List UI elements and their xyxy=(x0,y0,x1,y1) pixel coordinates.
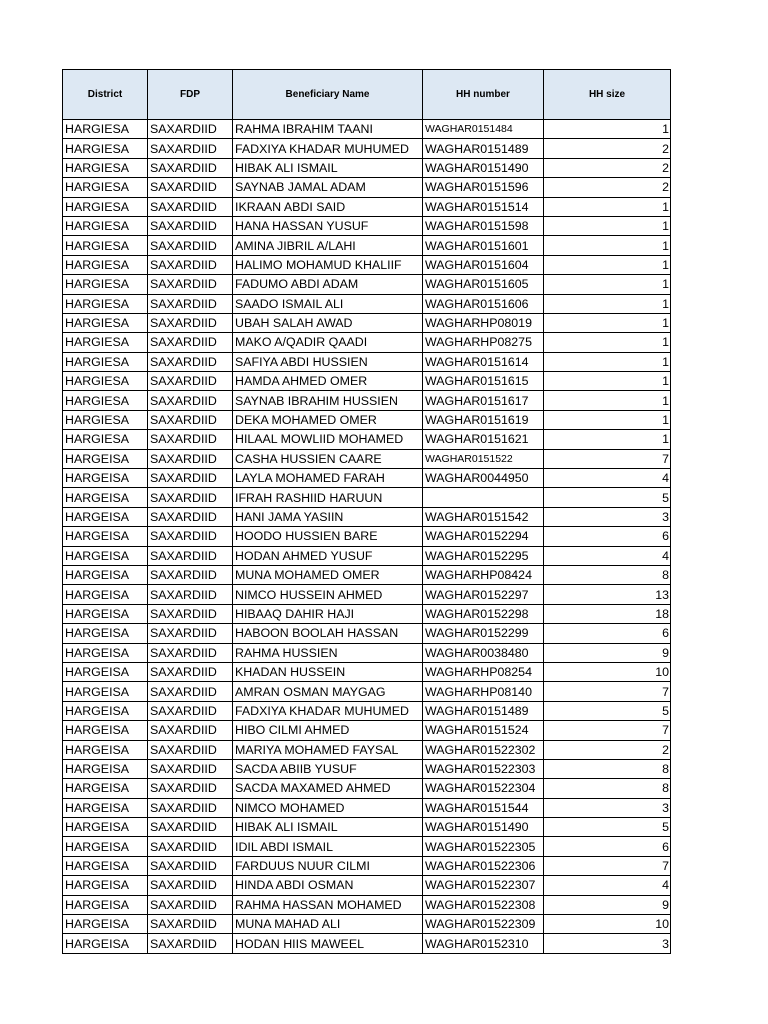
beneficiary-name-cell: HILAAL MOWLIID MOHAMED xyxy=(233,430,423,449)
hh-size-cell: 5 xyxy=(544,818,671,837)
hh-size-cell: 1 xyxy=(544,352,671,371)
district-cell: HARGIESA xyxy=(63,410,148,429)
fdp-cell: SAXARDIID xyxy=(148,934,233,953)
table-row xyxy=(63,449,671,468)
table-row xyxy=(63,624,671,643)
beneficiary-name-cell: HIBAAQ DAHIR HAJI xyxy=(233,604,423,623)
hh-number-cell: WAGHAR01522307 xyxy=(423,876,544,895)
fdp-cell: SAXARDIID xyxy=(148,372,233,391)
hh-size-cell: 18 xyxy=(544,604,671,623)
beneficiary-name-cell: HALIMO MOHAMUD KHALIIF xyxy=(233,255,423,274)
table-row xyxy=(63,236,671,255)
beneficiary-name-cell: RAHMA IBRAHIM TAANI xyxy=(233,120,423,139)
hh-size-cell: 7 xyxy=(544,856,671,875)
beneficiary-name-cell: FARDUUS NUUR CILMI xyxy=(233,856,423,875)
hh-number-cell: WAGHAR0151489 xyxy=(423,139,544,158)
fdp-cell: SAXARDIID xyxy=(148,410,233,429)
district-cell: HARGEISA xyxy=(63,798,148,817)
fdp-cell: SAXARDIID xyxy=(148,275,233,294)
hh-size-cell: 3 xyxy=(544,507,671,526)
hh-number-cell: WAGHAR0151601 xyxy=(423,236,544,255)
table-row xyxy=(63,759,671,778)
table-row xyxy=(63,313,671,332)
hh-number-cell: WAGHAR0151490 xyxy=(423,818,544,837)
district-cell: HARGIESA xyxy=(63,391,148,410)
district-cell: HARGEISA xyxy=(63,740,148,759)
district-cell: HARGEISA xyxy=(63,604,148,623)
hh-number-cell: WAGHAR0152299 xyxy=(423,624,544,643)
table-row xyxy=(63,837,671,856)
hh-size-cell: 10 xyxy=(544,915,671,934)
table-row xyxy=(63,255,671,274)
hh-size-cell: 6 xyxy=(544,624,671,643)
hh-number-cell: WAGHAR0038480 xyxy=(423,643,544,662)
hh-number-cell: WAGHAR0151617 xyxy=(423,391,544,410)
fdp-cell: SAXARDIID xyxy=(148,333,233,352)
district-cell: HARGIESA xyxy=(63,313,148,332)
hh-size-cell: 8 xyxy=(544,779,671,798)
beneficiary-name-cell: AMRAN OSMAN MAYGAG xyxy=(233,682,423,701)
table-row xyxy=(63,139,671,158)
beneficiary-table xyxy=(62,69,671,954)
hh-size-cell: 1 xyxy=(544,197,671,216)
hh-size-cell: 2 xyxy=(544,139,671,158)
district-cell: HARGIESA xyxy=(63,352,148,371)
fdp-cell: SAXARDIID xyxy=(148,120,233,139)
district-cell: HARGIESA xyxy=(63,294,148,313)
hh-size-cell: 7 xyxy=(544,449,671,468)
hh-number-cell: WAGHAR01522306 xyxy=(423,856,544,875)
beneficiary-name-cell: HOODO HUSSIEN BARE xyxy=(233,527,423,546)
district-cell: HARGEISA xyxy=(63,759,148,778)
district-cell: HARGIESA xyxy=(63,275,148,294)
hh-size-cell: 8 xyxy=(544,759,671,778)
beneficiary-name-cell: MUNA MOHAMED OMER xyxy=(233,565,423,584)
beneficiary-name-cell: HABOON BOOLAH HASSAN xyxy=(233,624,423,643)
table-row xyxy=(63,546,671,565)
district-cell: HARGIESA xyxy=(63,255,148,274)
district-cell: HARGEISA xyxy=(63,721,148,740)
fdp-cell: SAXARDIID xyxy=(148,139,233,158)
hh-size-cell: 4 xyxy=(544,469,671,488)
hh-size-cell: 4 xyxy=(544,546,671,565)
hh-number-cell: WAGHAR0151605 xyxy=(423,275,544,294)
table-row xyxy=(63,178,671,197)
hh-size-cell: 1 xyxy=(544,236,671,255)
district-cell: HARGEISA xyxy=(63,488,148,507)
table-row xyxy=(63,721,671,740)
beneficiary-name-cell: IFRAH RASHIID HARUUN xyxy=(233,488,423,507)
district-cell: HARGEISA xyxy=(63,934,148,953)
hh-number-cell: WAGHAR0152297 xyxy=(423,585,544,604)
fdp-cell: SAXARDIID xyxy=(148,682,233,701)
hh-number-cell: WAGHAR0151542 xyxy=(423,507,544,526)
hh-size-cell: 9 xyxy=(544,643,671,662)
beneficiary-name-cell: HANA HASSAN YUSUF xyxy=(233,216,423,235)
fdp-cell: SAXARDIID xyxy=(148,313,233,332)
fdp-cell: SAXARDIID xyxy=(148,643,233,662)
beneficiary-name-cell: HODAN AHMED YUSUF xyxy=(233,546,423,565)
hh-number-cell: WAGHAR0151619 xyxy=(423,410,544,429)
hh-number-cell: WAGHAR0151544 xyxy=(423,798,544,817)
hh-number-cell: WAGHAR0151615 xyxy=(423,372,544,391)
hh-size-cell: 8 xyxy=(544,565,671,584)
district-cell: HARGIESA xyxy=(63,216,148,235)
hh-number-cell: WAGHAR0151484 xyxy=(423,120,544,139)
table-row xyxy=(63,410,671,429)
fdp-cell: SAXARDIID xyxy=(148,915,233,934)
district-cell: HARGEISA xyxy=(63,565,148,584)
beneficiary-name-cell: MAKO A/QADIR QAADI xyxy=(233,333,423,352)
table-row xyxy=(63,352,671,371)
hh-size-cell: 5 xyxy=(544,701,671,720)
hh-number-cell: WAGHAR01522304 xyxy=(423,779,544,798)
district-cell: HARGEISA xyxy=(63,469,148,488)
hh-size-cell: 1 xyxy=(544,372,671,391)
hh-number-cell: WAGHAR0151489 xyxy=(423,701,544,720)
hh-number-cell: WAGHARHP08424 xyxy=(423,565,544,584)
table-row xyxy=(63,701,671,720)
district-cell: HARGIESA xyxy=(63,139,148,158)
table-row xyxy=(63,333,671,352)
hh-size-cell: 2 xyxy=(544,740,671,759)
hh-size-cell: 1 xyxy=(544,313,671,332)
fdp-cell: SAXARDIID xyxy=(148,430,233,449)
beneficiary-name-cell: HAMDA AHMED OMER xyxy=(233,372,423,391)
table-row xyxy=(63,197,671,216)
hh-number-cell: WAGHARHP08275 xyxy=(423,333,544,352)
beneficiary-name-cell: NIMCO HUSSEIN AHMED xyxy=(233,585,423,604)
fdp-cell: SAXARDIID xyxy=(148,178,233,197)
district-cell: HARGEISA xyxy=(63,856,148,875)
fdp-cell: SAXARDIID xyxy=(148,662,233,681)
header-fdp: FDP xyxy=(148,70,233,120)
hh-size-cell: 9 xyxy=(544,895,671,914)
fdp-cell: SAXARDIID xyxy=(148,895,233,914)
fdp-cell: SAXARDIID xyxy=(148,488,233,507)
beneficiary-name-cell: FADUMO ABDI ADAM xyxy=(233,275,423,294)
table-row xyxy=(63,372,671,391)
district-cell: HARGEISA xyxy=(63,449,148,468)
hh-number-cell: WAGHAR01522302 xyxy=(423,740,544,759)
hh-number-cell: WAGHAR0152310 xyxy=(423,934,544,953)
fdp-cell: SAXARDIID xyxy=(148,779,233,798)
beneficiary-name-cell: CASHA HUSSIEN CAARE xyxy=(233,449,423,468)
fdp-cell: SAXARDIID xyxy=(148,565,233,584)
hh-size-cell: 4 xyxy=(544,876,671,895)
table-row xyxy=(63,779,671,798)
fdp-cell: SAXARDIID xyxy=(148,216,233,235)
hh-size-cell: 10 xyxy=(544,662,671,681)
header-hh-size: HH size xyxy=(544,70,671,120)
hh-size-cell: 1 xyxy=(544,333,671,352)
beneficiary-name-cell: FADXIYA KHADAR MUHUMED xyxy=(233,701,423,720)
hh-size-cell: 1 xyxy=(544,430,671,449)
beneficiary-name-cell: IDIL ABDI ISMAIL xyxy=(233,837,423,856)
fdp-cell: SAXARDIID xyxy=(148,197,233,216)
hh-size-cell: 7 xyxy=(544,721,671,740)
beneficiary-name-cell: HIBAK ALI ISMAIL xyxy=(233,818,423,837)
table-row xyxy=(63,856,671,875)
hh-number-cell: WAGHAR0151604 xyxy=(423,255,544,274)
header-district: District xyxy=(63,70,148,120)
fdp-cell: SAXARDIID xyxy=(148,721,233,740)
district-cell: HARGIESA xyxy=(63,430,148,449)
table-row xyxy=(63,294,671,313)
hh-number-cell xyxy=(423,488,544,507)
fdp-cell: SAXARDIID xyxy=(148,759,233,778)
beneficiary-name-cell: AMINA JIBRIL A/LAHI xyxy=(233,236,423,255)
fdp-cell: SAXARDIID xyxy=(148,255,233,274)
beneficiary-name-cell: RAHMA HASSAN MOHAMED xyxy=(233,895,423,914)
fdp-cell: SAXARDIID xyxy=(148,507,233,526)
district-cell: HARGEISA xyxy=(63,624,148,643)
hh-size-cell: 3 xyxy=(544,798,671,817)
table-row xyxy=(63,818,671,837)
hh-number-cell: WAGHAR01522303 xyxy=(423,759,544,778)
hh-number-cell: WAGHAR01522305 xyxy=(423,837,544,856)
table-row xyxy=(63,604,671,623)
hh-size-cell: 3 xyxy=(544,934,671,953)
table-row xyxy=(63,391,671,410)
fdp-cell: SAXARDIID xyxy=(148,837,233,856)
hh-number-cell: WAGHAR0151598 xyxy=(423,216,544,235)
district-cell: HARGEISA xyxy=(63,779,148,798)
district-cell: HARGIESA xyxy=(63,236,148,255)
fdp-cell: SAXARDIID xyxy=(148,449,233,468)
beneficiary-name-cell: SACDA MAXAMED AHMED xyxy=(233,779,423,798)
hh-number-cell: WAGHAR01522308 xyxy=(423,895,544,914)
beneficiary-name-cell: DEKA MOHAMED OMER xyxy=(233,410,423,429)
fdp-cell: SAXARDIID xyxy=(148,469,233,488)
hh-number-cell: WAGHAR0151514 xyxy=(423,197,544,216)
hh-number-cell: WAGHAR0151596 xyxy=(423,178,544,197)
district-cell: HARGIESA xyxy=(63,120,148,139)
district-cell: HARGIESA xyxy=(63,158,148,177)
hh-size-cell: 13 xyxy=(544,585,671,604)
fdp-cell: SAXARDIID xyxy=(148,876,233,895)
beneficiary-name-cell: RAHMA HUSSIEN xyxy=(233,643,423,662)
table-row xyxy=(63,216,671,235)
fdp-cell: SAXARDIID xyxy=(148,798,233,817)
fdp-cell: SAXARDIID xyxy=(148,546,233,565)
beneficiary-name-cell: LAYLA MOHAMED FARAH xyxy=(233,469,423,488)
beneficiary-name-cell: SAYNAB JAMAL ADAM xyxy=(233,178,423,197)
beneficiary-name-cell: HIBO CILMI AHMED xyxy=(233,721,423,740)
fdp-cell: SAXARDIID xyxy=(148,294,233,313)
beneficiary-name-cell: HANI JAMA YASIIN xyxy=(233,507,423,526)
table-row xyxy=(63,798,671,817)
beneficiary-name-cell: SAADO ISMAIL ALI xyxy=(233,294,423,313)
hh-number-cell: WAGHAR0151490 xyxy=(423,158,544,177)
beneficiary-name-cell: HINDA ABDI OSMAN xyxy=(233,876,423,895)
table-row xyxy=(63,682,671,701)
district-cell: HARGIESA xyxy=(63,372,148,391)
fdp-cell: SAXARDIID xyxy=(148,856,233,875)
header-hh-number: HH number xyxy=(423,70,544,120)
beneficiary-name-cell: KHADAN HUSSEIN xyxy=(233,662,423,681)
table-row xyxy=(63,915,671,934)
hh-number-cell: WAGHAR0151614 xyxy=(423,352,544,371)
fdp-cell: SAXARDIID xyxy=(148,701,233,720)
fdp-cell: SAXARDIID xyxy=(148,391,233,410)
table-row xyxy=(63,488,671,507)
hh-size-cell: 6 xyxy=(544,837,671,856)
hh-size-cell: 1 xyxy=(544,294,671,313)
beneficiary-name-cell: FADXIYA KHADAR MUHUMED xyxy=(233,139,423,158)
hh-number-cell: WAGHAR0152295 xyxy=(423,546,544,565)
hh-number-cell: WAGHAR0151606 xyxy=(423,294,544,313)
fdp-cell: SAXARDIID xyxy=(148,527,233,546)
table-row xyxy=(63,430,671,449)
header-beneficiary-name: Beneficiary Name xyxy=(233,70,423,120)
district-cell: HARGIESA xyxy=(63,333,148,352)
hh-number-cell: WAGHAR0044950 xyxy=(423,469,544,488)
district-cell: HARGIESA xyxy=(63,197,148,216)
fdp-cell: SAXARDIID xyxy=(148,352,233,371)
fdp-cell: SAXARDIID xyxy=(148,624,233,643)
district-cell: HARGEISA xyxy=(63,546,148,565)
beneficiary-name-cell: IKRAAN ABDI SAID xyxy=(233,197,423,216)
district-cell: HARGEISA xyxy=(63,585,148,604)
hh-size-cell: 1 xyxy=(544,391,671,410)
table-row xyxy=(63,120,671,139)
beneficiary-name-cell: SAFIYA ABDI HUSSIEN xyxy=(233,352,423,371)
hh-size-cell: 5 xyxy=(544,488,671,507)
table-row xyxy=(63,876,671,895)
beneficiary-name-cell: MARIYA MOHAMED FAYSAL xyxy=(233,740,423,759)
district-cell: HARGIESA xyxy=(63,178,148,197)
beneficiary-name-cell: SACDA ABIIB YUSUF xyxy=(233,759,423,778)
fdp-cell: SAXARDIID xyxy=(148,604,233,623)
district-cell: HARGEISA xyxy=(63,527,148,546)
fdp-cell: SAXARDIID xyxy=(148,236,233,255)
beneficiary-name-cell: HIBAK ALI ISMAIL xyxy=(233,158,423,177)
hh-size-cell: 1 xyxy=(544,275,671,294)
beneficiary-name-cell: UBAH SALAH AWAD xyxy=(233,313,423,332)
table-row xyxy=(63,158,671,177)
hh-number-cell: WAGHARHP08019 xyxy=(423,313,544,332)
hh-number-cell: WAGHAR0151522 xyxy=(423,449,544,468)
hh-number-cell: WAGHARHP08140 xyxy=(423,682,544,701)
hh-number-cell: WAGHAR0151524 xyxy=(423,721,544,740)
table-row xyxy=(63,527,671,546)
table-row xyxy=(63,895,671,914)
district-cell: HARGEISA xyxy=(63,895,148,914)
hh-number-cell: WAGHAR0152298 xyxy=(423,604,544,623)
district-cell: HARGEISA xyxy=(63,915,148,934)
district-cell: HARGEISA xyxy=(63,701,148,720)
hh-size-cell: 1 xyxy=(544,255,671,274)
table-row xyxy=(63,643,671,662)
hh-size-cell: 7 xyxy=(544,682,671,701)
table-row xyxy=(63,469,671,488)
beneficiary-name-cell: MUNA MAHAD ALI xyxy=(233,915,423,934)
table-row xyxy=(63,565,671,584)
hh-number-cell: WAGHARHP08254 xyxy=(423,662,544,681)
district-cell: HARGEISA xyxy=(63,876,148,895)
district-cell: HARGEISA xyxy=(63,662,148,681)
fdp-cell: SAXARDIID xyxy=(148,585,233,604)
table-row xyxy=(63,740,671,759)
fdp-cell: SAXARDIID xyxy=(148,158,233,177)
district-cell: HARGEISA xyxy=(63,507,148,526)
beneficiary-name-cell: SAYNAB IBRAHIM HUSSIEN xyxy=(233,391,423,410)
hh-size-cell: 2 xyxy=(544,158,671,177)
hh-size-cell: 2 xyxy=(544,178,671,197)
hh-number-cell: WAGHAR01522309 xyxy=(423,915,544,934)
beneficiary-name-cell: HODAN HIIS MAWEEL xyxy=(233,934,423,953)
district-cell: HARGEISA xyxy=(63,818,148,837)
table-row xyxy=(63,507,671,526)
hh-number-cell: WAGHAR0151621 xyxy=(423,430,544,449)
fdp-cell: SAXARDIID xyxy=(148,818,233,837)
table-row xyxy=(63,934,671,953)
header-row xyxy=(63,70,671,120)
hh-size-cell: 1 xyxy=(544,216,671,235)
table-row xyxy=(63,662,671,681)
hh-number-cell: WAGHAR0152294 xyxy=(423,527,544,546)
beneficiary-name-cell: NIMCO MOHAMED xyxy=(233,798,423,817)
district-cell: HARGEISA xyxy=(63,682,148,701)
table-row xyxy=(63,275,671,294)
table-row xyxy=(63,585,671,604)
district-cell: HARGEISA xyxy=(63,837,148,856)
hh-size-cell: 1 xyxy=(544,120,671,139)
district-cell: HARGEISA xyxy=(63,643,148,662)
hh-size-cell: 1 xyxy=(544,410,671,429)
fdp-cell: SAXARDIID xyxy=(148,740,233,759)
hh-size-cell: 6 xyxy=(544,527,671,546)
